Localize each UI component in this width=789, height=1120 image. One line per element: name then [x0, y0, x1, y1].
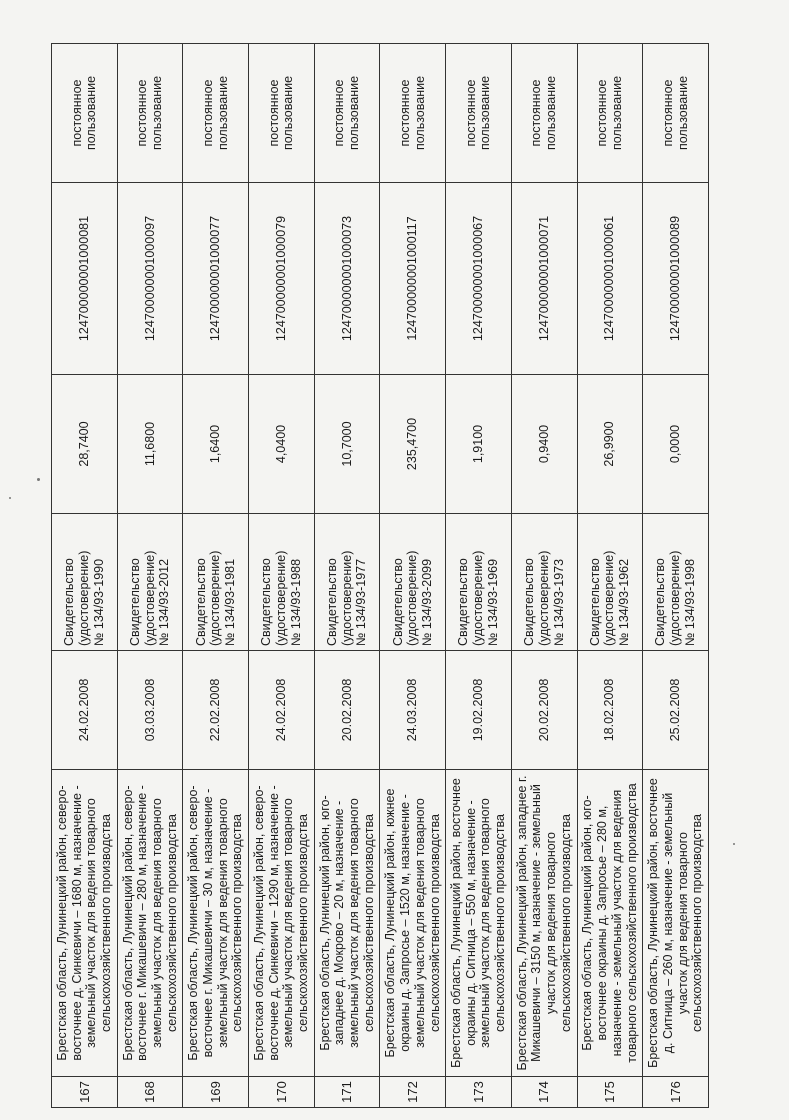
date-cell: 20.02.2008 [314, 651, 380, 770]
table-row [577, 44, 643, 1108]
document-line: № 134/93-1977 [354, 558, 369, 646]
table-row [314, 44, 380, 1108]
document-line: № 134/93-1990 [91, 558, 106, 646]
document-line: (удостоверение) [76, 550, 91, 646]
document-line: (удостоверение) [602, 550, 617, 646]
date-cell: 24.02.2008 [52, 651, 118, 770]
document-cell [314, 514, 380, 651]
cadastral-number-cell: 124700000001000079 [249, 183, 315, 375]
date-cell: 24.03.2008 [380, 651, 446, 770]
document-cell [643, 514, 709, 651]
location-cell: Брестская область, Лунинецкий район, северо-восточнее д. Синкевичи – 1680 м, назначение - земельный участок для ведения товарного сельскохозяйственного производства [52, 770, 118, 1077]
location-cell: Брестская область, Лунинецкий район, северо-восточнее г. Микашевичи – 30 м, назначение - земельный участок для ведения товарного сельскохозяйственного производства [183, 770, 249, 1077]
cadastral-number-cell: 124700000001000061 [577, 183, 643, 375]
location-cell: Брестская область, Лунинецкий район, юго-восточнее окраины д. Запросье – 280 м, назначение - земельный участок для ведения товарного сельскохозяйственного производства [577, 770, 643, 1077]
right-type-cell: постоянное пользование [249, 44, 315, 183]
right-type-cell: постоянное пользование [314, 44, 380, 183]
document-line: № 134/93-2012 [157, 558, 172, 646]
scan-speck [37, 478, 40, 481]
document-line: Свидетельство [587, 558, 602, 646]
area-cell: 26,9900 [577, 375, 643, 514]
table-row [117, 44, 183, 1108]
document-cell [52, 514, 118, 651]
date-cell: 22.02.2008 [183, 651, 249, 770]
table-row [249, 44, 315, 1108]
area-cell: 235,4700 [380, 375, 446, 514]
right-type-cell: постоянное пользование [577, 44, 643, 183]
date-cell: 25.02.2008 [643, 651, 709, 770]
table-row [446, 44, 512, 1108]
scan-speck [9, 497, 11, 499]
document-line: Свидетельство [456, 558, 471, 646]
document-line: (удостоверение) [339, 550, 354, 646]
date-cell: 19.02.2008 [446, 651, 512, 770]
row-number: 174 [511, 1077, 577, 1108]
document-cell [446, 514, 512, 651]
date-cell: 20.02.2008 [511, 651, 577, 770]
document-line: № 134/93-1988 [288, 558, 303, 646]
date-cell: 18.02.2008 [577, 651, 643, 770]
location-cell: Брестская область, Лунинецкий район, западнее г. Микашевичи – 3150 м, назначение - земельный участок для ведения товарного сельскохозяйственного производства [511, 770, 577, 1077]
location-cell: Брестская область, Лунинецкий район, юго-западнее д. Мокрово – 20 м, назначение - земельный участок для ведения товарного сельскохозяйственного производства [314, 770, 380, 1077]
row-number: 167 [52, 1077, 118, 1108]
location-cell: Брестская область, Лунинецкий район, северо-восточнее г. Микашевичи – 280 м, назначение - земельный участок для ведения товарного сельскохозяйственного производства [117, 770, 183, 1077]
document-line: (удостоверение) [208, 550, 223, 646]
scan-speck [733, 843, 735, 845]
cadastral-number-cell: 124700000001000073 [314, 183, 380, 375]
area-cell: 4,0400 [249, 375, 315, 514]
area-cell: 10,7000 [314, 375, 380, 514]
document-cell [577, 514, 643, 651]
document-line: № 134/93-1981 [223, 558, 238, 646]
cadastral-number-cell: 124700000001000077 [183, 183, 249, 375]
register-body [52, 44, 709, 1108]
right-type-cell: постоянное пользование [183, 44, 249, 183]
cadastral-number-cell: 124700000001000089 [643, 183, 709, 375]
document-line: Свидетельство [193, 558, 208, 646]
row-number: 168 [117, 1077, 183, 1108]
right-type-cell: постоянное пользование [643, 44, 709, 183]
document-line: (удостоверение) [405, 550, 420, 646]
right-type-cell: постоянное пользование [511, 44, 577, 183]
document-line: № 134/93-1962 [617, 558, 632, 646]
right-type-cell: постоянное пользование [380, 44, 446, 183]
row-number: 169 [183, 1077, 249, 1108]
document-cell [511, 514, 577, 651]
document-line: № 134/93-1969 [485, 558, 500, 646]
document-line: Свидетельство [522, 558, 537, 646]
date-cell: 24.02.2008 [249, 651, 315, 770]
area-cell: 28,7400 [52, 375, 118, 514]
row-number: 171 [314, 1077, 380, 1108]
table-row [643, 44, 709, 1108]
location-cell: Брестская область, Лунинецкий район, восточнее окраины д. Ситница – 550 м, назначение - земельный участок для ведения товарного сельскохозяйственного производства [446, 770, 512, 1077]
document-line: № 134/93-2099 [420, 558, 435, 646]
document-cell [183, 514, 249, 651]
row-number: 175 [577, 1077, 643, 1108]
area-cell: 11,6800 [117, 375, 183, 514]
document-line: (удостоверение) [471, 550, 486, 646]
cadastral-number-cell: 124700000001000117 [380, 183, 446, 375]
cadastral-number-cell: 124700000001000081 [52, 183, 118, 375]
area-cell: 1,6400 [183, 375, 249, 514]
document-cell [380, 514, 446, 651]
table-row [52, 44, 118, 1108]
table-row [380, 44, 446, 1108]
document-line: (удостоверение) [668, 550, 683, 646]
document-line: Свидетельство [127, 558, 142, 646]
document-line: Свидетельство [259, 558, 274, 646]
location-cell: Брестская область, Лунинецкий район, восточнее д. Ситница – 260 м, назначение - земельный участок для ведения товарного сельскохозяйственного производства [643, 770, 709, 1077]
document-line: № 134/93-1998 [682, 558, 697, 646]
cadastral-number-cell: 124700000001000071 [511, 183, 577, 375]
document-line: (удостоверение) [142, 550, 157, 646]
row-number: 170 [249, 1077, 315, 1108]
document-line: № 134/93-1973 [551, 558, 566, 646]
document-line: Свидетельство [62, 558, 77, 646]
right-type-cell: постоянное пользование [52, 44, 118, 183]
location-cell: Брестская область, Лунинецкий район, южнее окраины д. Запросье – 1520 м, назначение - земельный участок для ведения товарного сельскохозяйственного производства [380, 770, 446, 1077]
document-line: (удостоверение) [274, 550, 289, 646]
area-cell: 1,9100 [446, 375, 512, 514]
cadastral-number-cell: 124700000001000097 [117, 183, 183, 375]
row-number: 172 [380, 1077, 446, 1108]
table-row [183, 44, 249, 1108]
right-type-cell: постоянное пользование [446, 44, 512, 183]
right-type-cell: постоянное пользование [117, 44, 183, 183]
document-cell [117, 514, 183, 651]
table-row [511, 44, 577, 1108]
document-line: Свидетельство [390, 558, 405, 646]
document-line: (удостоверение) [536, 550, 551, 646]
land-register-table [51, 43, 709, 1108]
cadastral-number-cell: 124700000001000067 [446, 183, 512, 375]
document-line: Свидетельство [653, 558, 668, 646]
row-number: 176 [643, 1077, 709, 1108]
area-cell: 0,9400 [511, 375, 577, 514]
area-cell: 0,0000 [643, 375, 709, 514]
date-cell: 03.03.2008 [117, 651, 183, 770]
row-number: 173 [446, 1077, 512, 1108]
location-cell: Брестская область, Лунинецкий район, северо-восточнее д. Синкевичи – 1290 м, назначение - земельный участок для ведения товарного сельскохозяйственного производства [249, 770, 315, 1077]
rotated-table-wrapper [51, 43, 709, 1108]
document-cell [249, 514, 315, 651]
document-line: Свидетельство [324, 558, 339, 646]
